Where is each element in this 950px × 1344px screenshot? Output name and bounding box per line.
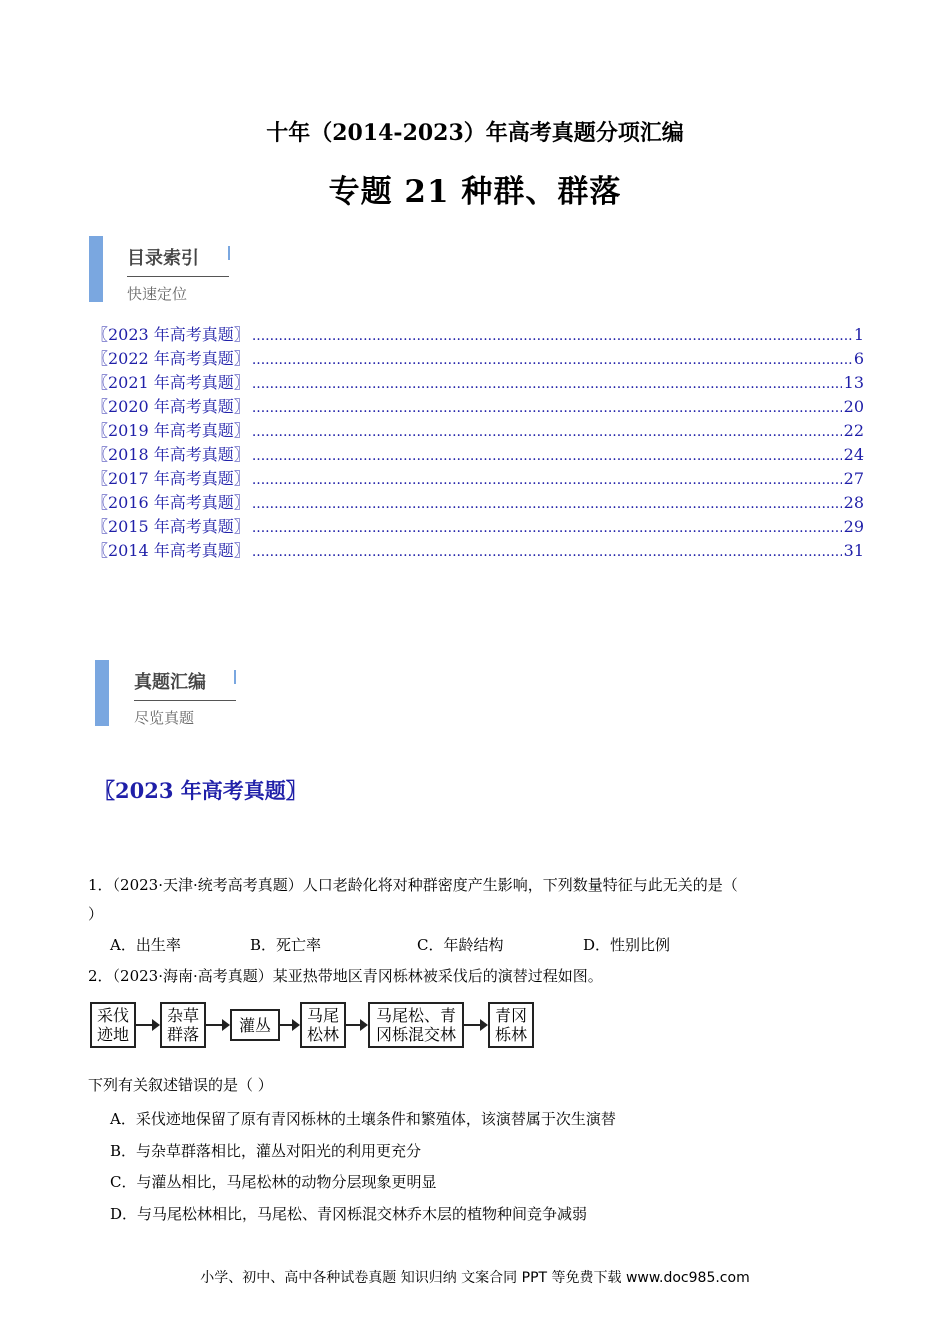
banner-accent-bar: [95, 660, 109, 726]
toc-leader: [252, 352, 852, 368]
flow-box-shrub: 灌丛: [230, 1009, 280, 1041]
banner-underline: [134, 700, 236, 701]
toc-entry[interactable]: [92, 394, 864, 418]
toc-entry[interactable]: [92, 346, 864, 370]
banner-title: 目录索引: [127, 248, 199, 269]
question-2-text: 2．（2023·海南·高考真题）某亚热带地区青冈栎林被采伐后的演替过程如图。: [88, 967, 603, 985]
question-2-prompt: 下列有关叙述错误的是（ ）: [88, 1076, 273, 1094]
banner-accent-bar: [89, 236, 103, 302]
toc-entry[interactable]: [92, 514, 864, 538]
option-c[interactable]: C．与灌丛相比，马尾松林的动物分层现象更明显: [110, 1173, 437, 1191]
flow-arrow-icon: [280, 1024, 298, 1026]
question-1-text-continued: ）: [88, 905, 104, 923]
banner-underline: [127, 276, 229, 277]
toc-leader: [252, 448, 842, 464]
section-heading: 〖2023 年高考真题〗: [94, 778, 307, 803]
toc-label: 〖2014 年高考真题〗: [92, 541, 250, 560]
banner-subtitle: 尽览真题: [134, 709, 195, 727]
toc-label: 〖2022 年高考真题〗: [92, 349, 250, 368]
option-b[interactable]: B．死亡率: [250, 936, 322, 954]
toc-leader: [252, 376, 842, 392]
option-b[interactable]: B．与杂草群落相比，灌丛对阳光的利用更充分: [110, 1142, 422, 1160]
toc-page-number: 27: [843, 469, 864, 488]
flow-box-masson-pine-forest: 马尾 松林: [300, 1002, 346, 1048]
document-series-title: 十年（2014-2023）年高考真题分项汇编: [266, 120, 684, 146]
succession-flow-diagram: [90, 1002, 550, 1052]
toc-page-number: 24: [843, 445, 864, 464]
flow-arrow-icon: [464, 1024, 486, 1026]
toc-label: 〖2016 年高考真题〗: [92, 493, 250, 512]
banner-tick: [228, 246, 230, 260]
flow-box-mixed-forest: 马尾松、青 冈栎混交林: [368, 1002, 464, 1048]
toc-page-number: 13: [843, 373, 864, 392]
toc-label: 〖2019 年高考真题〗: [92, 421, 250, 440]
flow-box-oak-forest: 青冈 栎林: [488, 1002, 534, 1048]
toc-leader: [252, 424, 842, 440]
toc-page-number: 6: [853, 349, 864, 368]
toc-entry[interactable]: [92, 466, 864, 490]
toc-leader: [252, 472, 842, 488]
banner-tick: [234, 670, 236, 684]
toc-page-number: 31: [843, 541, 864, 560]
toc-page-number: 29: [843, 517, 864, 536]
toc-leader: [252, 544, 842, 560]
flow-box-logged-land: 采伐 迹地: [90, 1002, 136, 1048]
flow-box-weed-community: 杂草 群落: [160, 1002, 206, 1048]
toc-entry[interactable]: [92, 322, 864, 346]
flow-arrow-icon: [346, 1024, 366, 1026]
table-of-contents: [92, 322, 864, 562]
banner-title: 真题汇编: [134, 672, 206, 693]
option-a[interactable]: A．采伐迹地保留了原有青冈栎林的土壤条件和繁殖体，该演替属于次生演替: [110, 1110, 616, 1128]
toc-page-number: 20: [843, 397, 864, 416]
question-1-text: 1．（2023·天津·统考高考真题）人口老龄化将对种群密度产生影响，下列数量特征与此无关的是（: [88, 876, 738, 894]
flow-arrow-icon: [136, 1024, 158, 1026]
toc-leader: [252, 496, 842, 512]
banner-subtitle: 快速定位: [127, 285, 188, 303]
toc-entry[interactable]: [92, 538, 864, 562]
toc-label: 〖2020 年高考真题〗: [92, 397, 250, 416]
option-a[interactable]: A．出生率: [110, 936, 181, 954]
toc-leader: [252, 328, 852, 344]
toc-entry[interactable]: [92, 490, 864, 514]
question-1-options: [110, 934, 810, 956]
flow-arrow-icon: [206, 1024, 228, 1026]
option-d[interactable]: D．性别比例: [583, 936, 671, 954]
toc-label: 〖2018 年高考真题〗: [92, 445, 250, 464]
toc-label: 〖2021 年高考真题〗: [92, 373, 250, 392]
toc-page-number: 22: [843, 421, 864, 440]
toc-label: 〖2017 年高考真题〗: [92, 469, 250, 488]
option-d[interactable]: D．与马尾松林相比，马尾松、青冈栎混交林乔木层的植物种间竞争减弱: [110, 1205, 588, 1223]
page-footer: 小学、初中、高中各种试卷真题 知识归纳 文案合同 PPT 等免费下载 www.doc985.com: [200, 1270, 750, 1286]
toc-entry[interactable]: [92, 442, 864, 466]
toc-page-number: 28: [843, 493, 864, 512]
toc-entry[interactable]: [92, 370, 864, 394]
toc-label: 〖2015 年高考真题〗: [92, 517, 250, 536]
toc-label: 〖2023 年高考真题〗: [92, 325, 250, 344]
option-c[interactable]: C．年龄结构: [417, 936, 504, 954]
toc-leader: [252, 520, 842, 536]
document-topic-title: 专题 21 种群、群落: [328, 174, 622, 210]
toc-page-number: 1: [853, 325, 864, 344]
toc-leader: [252, 400, 842, 416]
toc-entry[interactable]: [92, 418, 864, 442]
